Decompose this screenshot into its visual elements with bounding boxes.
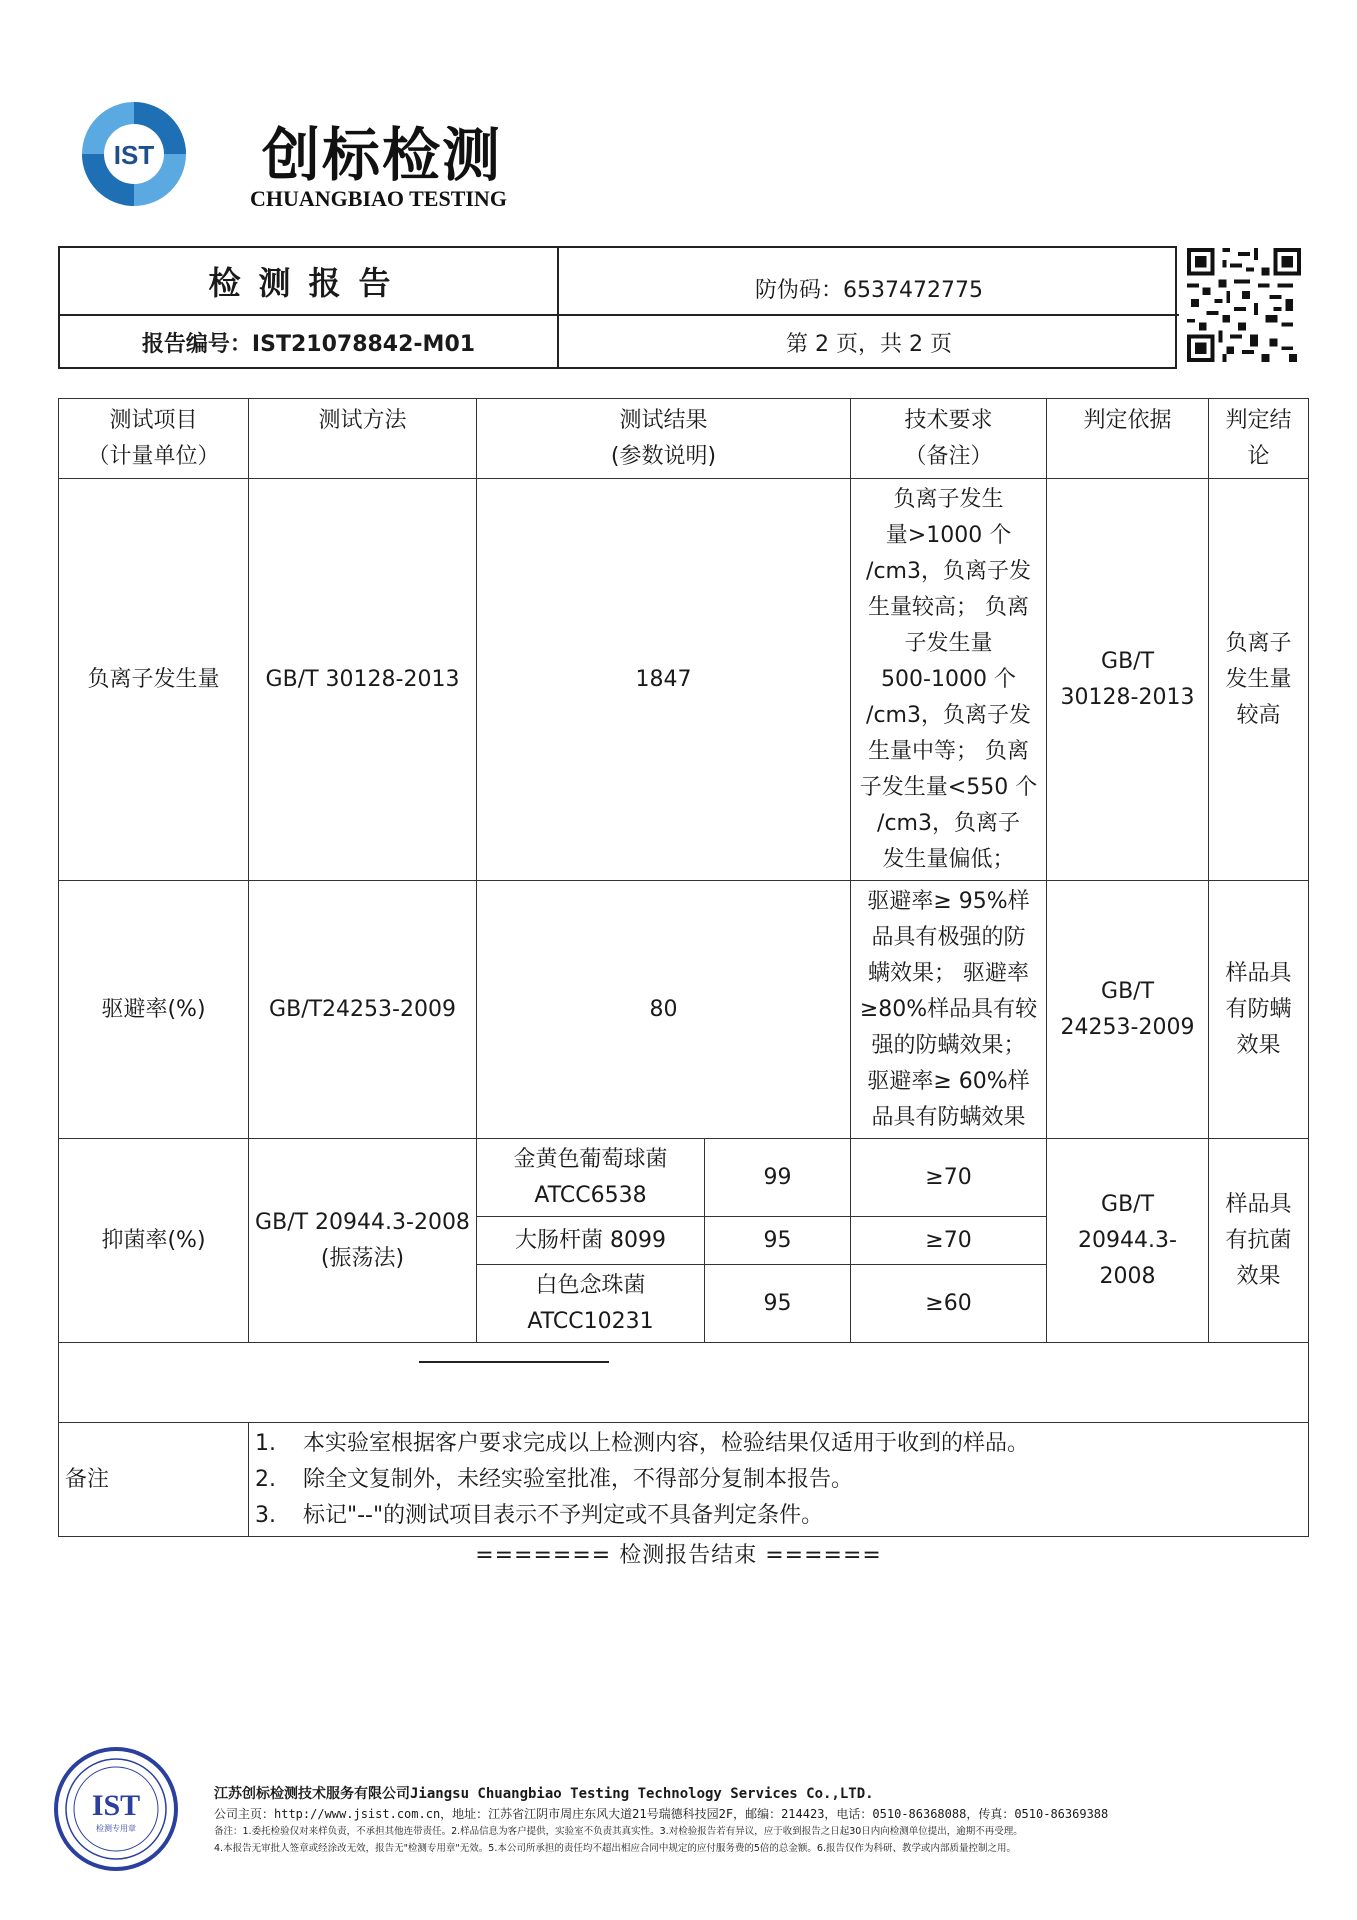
cell-strain: 大肠杆菌 8099 [477, 1217, 705, 1265]
cell-basis: GB/T 30128-2013 [1047, 479, 1209, 881]
blank-cell [59, 1343, 1309, 1423]
cell-strain-req: ≥60 [851, 1265, 1047, 1343]
table-row [59, 479, 1309, 881]
table-row [59, 1139, 1309, 1217]
logo-text: IST [113, 140, 155, 170]
notes-cell [249, 1423, 1309, 1537]
header-test-method: 测试方法 [249, 399, 477, 479]
seal-stamp-icon [52, 1745, 180, 1873]
footer-company: 江苏创标检测技术服务有限公司Jiangsu Chuangbiao Testing Technology Services Co.,LTD. [214, 1786, 874, 1802]
test-results-table [58, 398, 1309, 1537]
cell-item: 负离子发生量 [59, 479, 249, 881]
cell-item: 驱避率(%) [59, 881, 249, 1139]
seal-subtext: 检测专用章 [96, 1824, 136, 1833]
cell-strain-value: 95 [705, 1265, 851, 1343]
cell-conclusion: 样品具 有防螨 效果 [1209, 881, 1309, 1139]
cell-method: GB/T24253-2009 [249, 881, 477, 1139]
cell-basis: GB/T 20944.3-2008 [1047, 1139, 1209, 1343]
cell-strain: 金黄色葡萄球菌 ATCC6538 [477, 1139, 705, 1217]
notes-label: 备注 [59, 1423, 249, 1537]
cell-basis: GB/T 24253-2009 [1047, 881, 1209, 1139]
cell-strain-req: ≥70 [851, 1139, 1047, 1217]
brand-name-cn: 创标检测 [262, 121, 503, 189]
seal-text: IST [91, 1789, 141, 1822]
report-header-box [58, 246, 1177, 369]
qr-code-icon [1187, 248, 1301, 362]
header-basis: 判定依据 [1047, 399, 1209, 479]
cell-result: 1847 [477, 479, 851, 881]
header-test-item: 测试项目 （计量单位） [59, 399, 249, 479]
note-item: 3. 标记"--"的测试项目表示不予判定或不具备判定条件。 [255, 1502, 824, 1528]
anti-fake-code: 防伪码：6537472775 [755, 277, 983, 303]
report-title: 检测报告 [208, 264, 409, 302]
cell-tech-requirement: 驱避率≥ 95%样 品具有极强的防 螨效果； 驱避率 ≥80%样品具有较 强的防螨效果； 驱避率≥ 60%样 品具有防螨效果 [851, 881, 1047, 1139]
footer-contact: 公司主页：http://www.jsist.com.cn，地址：江苏省江阴市周庄东风大道21号瑞德科技园2F，邮编：214423，电话：0510-86368088，传真：0510-86369388 [214, 1807, 1109, 1821]
footer-notes-1: 备注：1.委托检验仅对来样负责，不承担其他连带责任。2.样品信息为客户提供，实验室不负责其真实性。3.对检验报告若有异议，应于收到报告之日起30日内向检测单位提出，逾期不再受理。 [214, 1826, 1023, 1837]
notes-row [59, 1423, 1309, 1537]
cell-conclusion: 负离子 发生量 较高 [1209, 479, 1309, 881]
page-indicator: 第 2 页，共 2 页 [786, 332, 952, 357]
cell-strain-value: 99 [705, 1139, 851, 1217]
cell-item: 抑菌率(%) [59, 1139, 249, 1343]
cell-conclusion: 样品具 有抗菌 效果 [1209, 1139, 1309, 1343]
cell-strain-req: ≥70 [851, 1217, 1047, 1265]
header-tech-requirement: 技术要求 （备注） [851, 399, 1047, 479]
cell-method: GB/T 20944.3-2008 (振荡法) [249, 1139, 477, 1343]
table-header-row [59, 399, 1309, 479]
header-conclusion: 判定结 论 [1209, 399, 1309, 479]
header-test-result: 测试结果 (参数说明) [477, 399, 851, 479]
report-end-mark: ======= 检测报告结束 ====== [475, 1543, 882, 1568]
cell-tech-requirement: 负离子发生 量>1000 个 /cm3，负离子发 生量较高； 负离 子发生量 500-1000 个 /cm3，负离子发 生量中等； 负离 子发生量<550 个 /cm3，负离子 发生量偏低； [851, 479, 1047, 881]
cell-result: 80 [477, 881, 851, 1139]
ist-logo-icon [78, 98, 190, 210]
footer-notes-2: 4.本报告无审批人签章或经涂改无效，报告无"检测专用章"无效。5.本公司所承担的责任均不超出相应合同中规定的应付服务费的5倍的总金额。6.报告仅作为科研、教学或内部质量控制之用。 [214, 1843, 1016, 1854]
note-item: 1. 本实验室根据客户要求完成以上检测内容，检验结果仅适用于收到的样品。 [255, 1430, 1030, 1456]
cell-strain-value: 95 [705, 1217, 851, 1265]
blank-row [59, 1343, 1309, 1423]
brand-name-en: CHUANGBIAO TESTING [250, 186, 507, 211]
table-row [59, 881, 1309, 1139]
note-item: 2. 除全文复制外，未经实验室批准，不得部分复制本报告。 [255, 1466, 854, 1492]
cell-strain: 白色念珠菌 ATCC10231 [477, 1265, 705, 1343]
cell-method: GB/T 30128-2013 [249, 479, 477, 881]
separator-line [419, 1361, 609, 1363]
report-number: 报告编号：IST21078842-M01 [141, 332, 476, 357]
